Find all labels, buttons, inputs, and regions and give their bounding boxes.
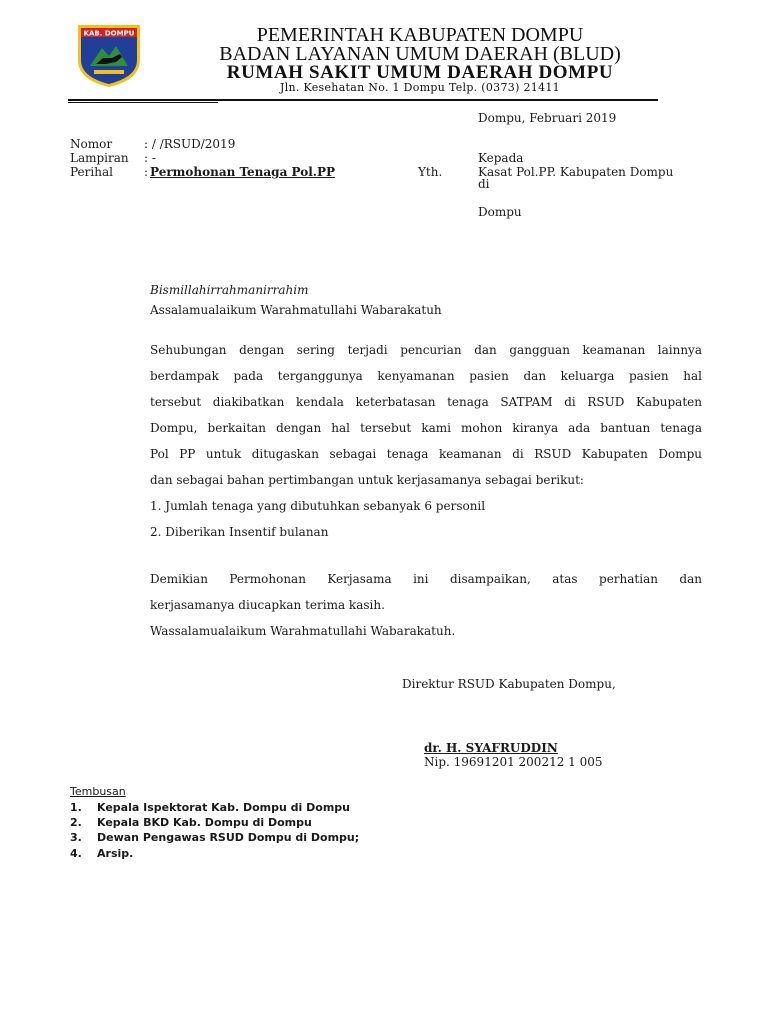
recipient-city: Dompu [478,205,522,219]
paragraph-1-line-1: Sehubungan dengan sering terjadi pencurian dan gangguan keamanan lainnya [150,343,702,357]
lampiran-label: Lampiran [70,151,129,165]
paragraph-2-line-2: kerjasamanya diucapkan terima kasih. [150,598,385,612]
header-address: Jln. Kesehatan No. 1 Dompu Telp. (0373) 21411 [280,81,560,94]
logo-banner-text: KAB. DOMPU [83,29,135,38]
regency-logo [76,24,142,88]
signatory-name: dr. H. SYAFRUDDIN [424,741,558,755]
recipient-di: di [478,177,490,191]
signatory-title: Direktur RSUD Kabupaten Dompu, [402,677,616,691]
paragraph-1-line-2: berdampak pada terganggunya kenyamanan pasien dan keluarga pasien hal [150,369,702,383]
perihal-value: Permohonan Tenaga Pol.PP [150,165,336,179]
tembusan-num: 2. [70,816,82,829]
yth-label: Yth. [418,165,443,179]
tembusan-num: 3. [70,831,82,844]
paragraph-1-line-4: Dompu, berkaitan dengan hal tersebut kami mohon kiranya ada bantuan tenaga [150,421,702,435]
lampiran-value: : - [144,151,156,165]
nomor-label: Nomor [70,137,113,151]
logo-ribbon [94,70,124,74]
tembusan-num: 1. [70,801,82,814]
nomor-value: : / /RSUD/2019 [144,137,236,151]
tembusan-num: 4. [70,847,82,860]
tembusan-item: Kepala Ispektorat Kab. Dompu di Dompu [97,801,350,814]
tembusan-item: Kepala BKD Kab. Dompu di Dompu [97,816,312,829]
header-rule-accent [68,102,218,103]
signatory-nip: Nip. 19691201 200212 1 005 [424,755,603,769]
request-item-1: 1. Jumlah tenaga yang dibutuhkan sebanyak 6 personil [150,499,486,513]
perihal-label: Perihal [70,165,113,179]
salam-close: Wassalamualaikum Warahmatullahi Wabarakatuh. [150,624,456,638]
paragraph-1-line-6: dan sebagai bahan pertimbangan untuk kerjasamanya sebagai berikut: [150,473,584,487]
recipient: Kasat Pol.PP. Kabupaten Dompu [478,165,674,179]
salam-open: Assalamualaikum Warahmatullahi Wabarakatuh [150,303,442,317]
header-agency: BADAN LAYANAN UMUM DAERAH (BLUD) [219,43,621,65]
header-government: PEMERINTAH KABUPATEN DOMPU [256,24,584,46]
tembusan-heading: Tembusan [70,785,126,798]
tembusan-item: Dewan Pengawas RSUD Dompu di Dompu; [97,831,360,844]
place-date: Dompu, Februari 2019 [478,111,617,125]
perihal-colon: : [144,165,149,179]
header-hospital: RUMAH SAKIT UMUM DAERAH DOMPU [226,62,614,83]
tembusan-item: Arsip. [97,847,134,860]
header-rule [68,99,658,101]
paragraph-1-line-5: Pol PP untuk ditugaskan sebagai tenaga keamanan di RSUD Kabupaten Dompu [150,447,702,461]
bismillah: Bismillahirrahmanirrahim [150,283,309,297]
paragraph-1-line-3: tersebut diakibatkan kendala keterbatasan tenaga SATPAM di RSUD Kabupaten [150,395,702,409]
kepada-label: Kepada [478,151,524,165]
paragraph-2-line-1: Demikian Permohonan Kerjasama ini disampaikan, atas perhatian dan [150,572,702,586]
request-item-2: 2. Diberikan Insentif bulanan [150,525,329,539]
